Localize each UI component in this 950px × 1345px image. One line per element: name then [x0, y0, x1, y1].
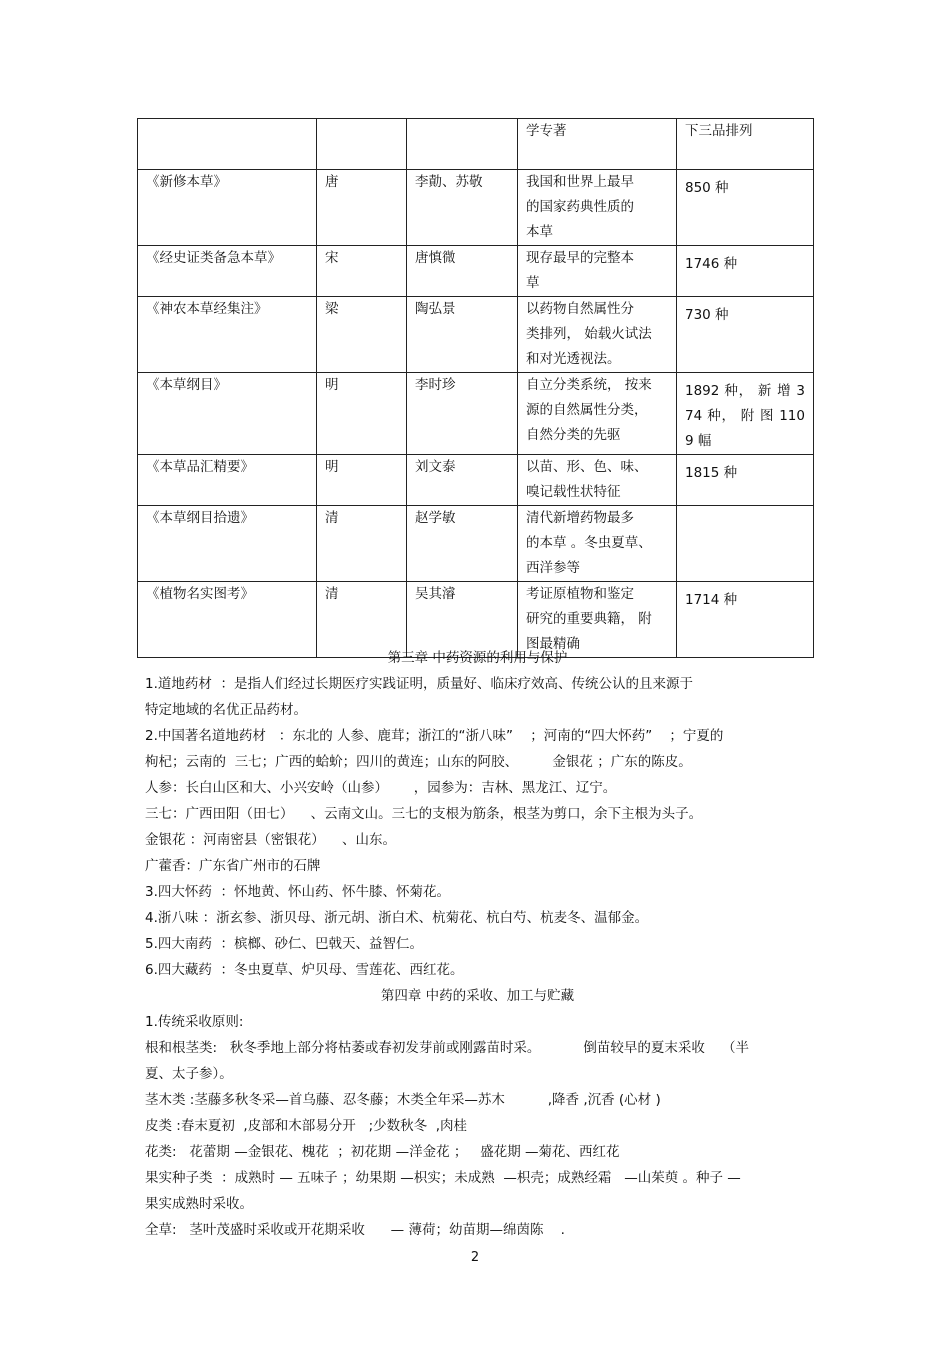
dynasty-cell: 清	[317, 506, 407, 582]
author-cell: 赵学敏	[407, 506, 518, 582]
text-line: 1.道地药材 ：是指人们经过长期医疗实践证明，质量好、临床疗效高、传统公认的且来源于	[145, 676, 693, 692]
feature-line: 自立分类系统， 按来	[526, 377, 652, 393]
count-text: 1714 种	[685, 592, 738, 608]
herbal-classics-table	[137, 118, 814, 658]
author-cell: 李勣、苏敬	[407, 170, 518, 246]
feature-cell	[518, 455, 677, 506]
book-title-cell: 《新修本草》	[138, 170, 317, 246]
feature-line: 草	[526, 275, 540, 291]
feature-line: 和对光透视法。	[526, 351, 621, 367]
count-text: 850 种	[685, 180, 729, 196]
text-line: 4.浙八味 ：浙玄参、浙贝母、浙元胡、浙白术、杭菊花、杭白芍、杭麦冬、温郁金。	[145, 910, 649, 926]
feature-cell	[518, 246, 677, 297]
book-title-cell: 《神农本草经集注》	[138, 297, 317, 373]
text-line: 5.四大南药 ：槟榔、砂仁、巴戟天、益智仁。	[145, 936, 423, 952]
paragraph	[145, 1139, 810, 1165]
count-cell	[677, 119, 814, 170]
table-row	[138, 506, 814, 582]
text-line: 特定地域的名优正品药材。	[145, 702, 307, 718]
author-cell: 唐慎微	[407, 246, 518, 297]
count-cell	[677, 373, 814, 455]
dynasty-cell: 明	[317, 455, 407, 506]
paragraph	[145, 1165, 810, 1217]
count-cell	[677, 170, 814, 246]
feature-cell	[518, 170, 677, 246]
text-line: 广藿香：广东省广州市的石牌	[145, 858, 321, 874]
paragraph	[145, 1217, 810, 1243]
paragraph	[145, 775, 810, 801]
paragraph	[145, 671, 810, 723]
paragraph	[145, 853, 810, 879]
book-title-cell: 《本草纲目拾遗》	[138, 506, 317, 582]
paragraph	[145, 801, 810, 827]
count-text: 1815 种	[685, 465, 738, 481]
text-line: 2.中国著名道地药材 ：东北的 人参、鹿茸；浙江的“浙八味” ；河南的“四大怀药” ；宁夏的	[145, 728, 724, 744]
text-line: 人参：长白山区和大、小兴安岭（山参） ，园参为：吉林、黑龙江、辽宁。	[145, 780, 617, 796]
count-cell	[677, 455, 814, 506]
feature-line: 本草	[526, 224, 553, 240]
feature-line: 清代新增药物最多	[526, 510, 634, 526]
paragraph	[145, 879, 810, 905]
table-row	[138, 170, 814, 246]
text-line: 全草: 茎叶茂盛时采收或开花期采收 — 薄荷；幼苗期—绵茵陈 .	[145, 1222, 565, 1238]
text-line: 三七：广西田阳（田七） 、云南文山。三七的支根为筋条，根茎为剪口，余下主根为头子。	[145, 806, 703, 822]
author-cell	[407, 119, 518, 170]
count-text: 1892 种， 新 增 374 种， 附 图 1109 幅	[685, 383, 805, 449]
chapter-4-content	[145, 1009, 810, 1243]
count-cell	[677, 246, 814, 297]
feature-cell	[518, 506, 677, 582]
text-line: 1.传统采收原则:	[145, 1014, 244, 1030]
dynasty-cell: 唐	[317, 170, 407, 246]
paragraph	[145, 827, 810, 853]
author-cell: 刘文泰	[407, 455, 518, 506]
paragraph	[145, 1113, 810, 1139]
table-row	[138, 246, 814, 297]
book-title-cell: 《经史证类备急本草》	[138, 246, 317, 297]
book-title-cell: 《本草品汇精要》	[138, 455, 317, 506]
text-line: 枸杞；云南的 三七；广西的蛤蚧；四川的黄连；山东的阿胶、 金银花 ；广东的陈皮。	[145, 754, 692, 770]
table-body	[138, 119, 814, 658]
text-line: 茎木类 :茎藤多秋冬采—首乌藤、忍冬藤；木类全年采—苏木 ,降香 ,沉香 (心材 )	[145, 1092, 661, 1108]
text-line: 果实成熟时采收。	[145, 1196, 253, 1212]
author-cell: 陶弘景	[407, 297, 518, 373]
text-line: 皮类 :春末夏初 ,皮部和木部易分开 ;少数秋冬 ,肉桂	[145, 1118, 468, 1134]
feature-cell	[518, 297, 677, 373]
text-line: 根和根茎类: 秋冬季地上部分将枯萎或春初发芽前或刚露苗时采。 倒苗较早的夏末采收 （半	[145, 1040, 749, 1056]
author-cell: 李时珍	[407, 373, 518, 455]
paragraph	[145, 1087, 810, 1113]
paragraph	[145, 723, 810, 775]
feature-line: 研究的重要典籍， 附	[526, 611, 652, 627]
feature-cell	[518, 119, 677, 170]
dynasty-cell: 梁	[317, 297, 407, 373]
feature-line: 的国家药典性质的	[526, 199, 634, 215]
table-row	[138, 373, 814, 455]
count-text: 730 种	[685, 307, 729, 323]
feature-line: 我国和世界上最早	[526, 174, 634, 190]
text-line: 6.四大藏药 ：冬虫夏草、炉贝母、雪莲花、西红花。	[145, 962, 464, 978]
feature-line: 现存最早的完整本	[526, 250, 634, 266]
book-title-cell	[138, 119, 317, 170]
dynasty-cell	[317, 119, 407, 170]
count-text	[685, 506, 805, 512]
feature-line: 源的自然属性分类，	[526, 402, 648, 418]
table-row	[138, 119, 814, 170]
feature-line: 类排列， 始载火试法	[526, 326, 652, 342]
count-text: 1746 种	[685, 256, 738, 272]
count-cell	[677, 297, 814, 373]
book-title-cell: 《本草纲目》	[138, 373, 317, 455]
feature-line: 西洋参等	[526, 560, 580, 576]
text-line: 花类: 花蕾期 —金银花、槐花 ；初花期 —洋金花 ； 盛花期 —菊花、西红花	[145, 1144, 620, 1160]
paragraph	[145, 931, 810, 957]
book-title-cell: 《植物名实图考》	[138, 582, 317, 658]
feature-line: 以苗、形、色、味、	[526, 459, 648, 475]
text-line: 3.四大怀药 ：怀地黄、怀山药、怀牛膝、怀菊花。	[145, 884, 450, 900]
chapter-3-content	[145, 671, 810, 983]
feature-cell	[518, 373, 677, 455]
dynasty-cell: 宋	[317, 246, 407, 297]
feature-line: 图最精确	[526, 636, 580, 652]
count-text: 下三品排列	[685, 123, 753, 139]
author-cell: 吴其濬	[407, 582, 518, 658]
chapter-4-title: 第四章 中药的采收、加工与贮藏	[380, 988, 575, 1004]
text-line: 夏、太子参）。	[145, 1066, 233, 1082]
feature-line: 嗅记载性状特征	[526, 484, 621, 500]
feature-line: 学专著	[526, 123, 567, 139]
document-body	[145, 645, 810, 1243]
feature-line: 以药物自然属性分	[526, 301, 634, 317]
table-row	[138, 455, 814, 506]
chapter-3-title: 第三章 中药资源的利用与保护	[387, 650, 568, 666]
text-line: 金银花 ：河南密县（密银花） 、山东。	[145, 832, 396, 848]
feature-line: 考证原植物和鉴定	[526, 586, 634, 602]
page-number: 2	[470, 1250, 480, 1265]
paragraph	[145, 905, 810, 931]
feature-line: 自然分类的先驱	[526, 427, 621, 443]
paragraph	[145, 957, 810, 983]
dynasty-cell: 清	[317, 582, 407, 658]
count-cell	[677, 506, 814, 582]
paragraph	[145, 1035, 810, 1087]
dynasty-cell: 明	[317, 373, 407, 455]
table-row	[138, 297, 814, 373]
paragraph	[145, 1009, 810, 1035]
text-line: 果实种子类 ：成熟时 — 五味子 ；幼果期 —枳实；未成熟 —枳壳；成熟经霜 —山茱萸 。种子 —	[145, 1170, 741, 1186]
feature-line: 的本草 。冬虫夏草、	[526, 535, 652, 551]
